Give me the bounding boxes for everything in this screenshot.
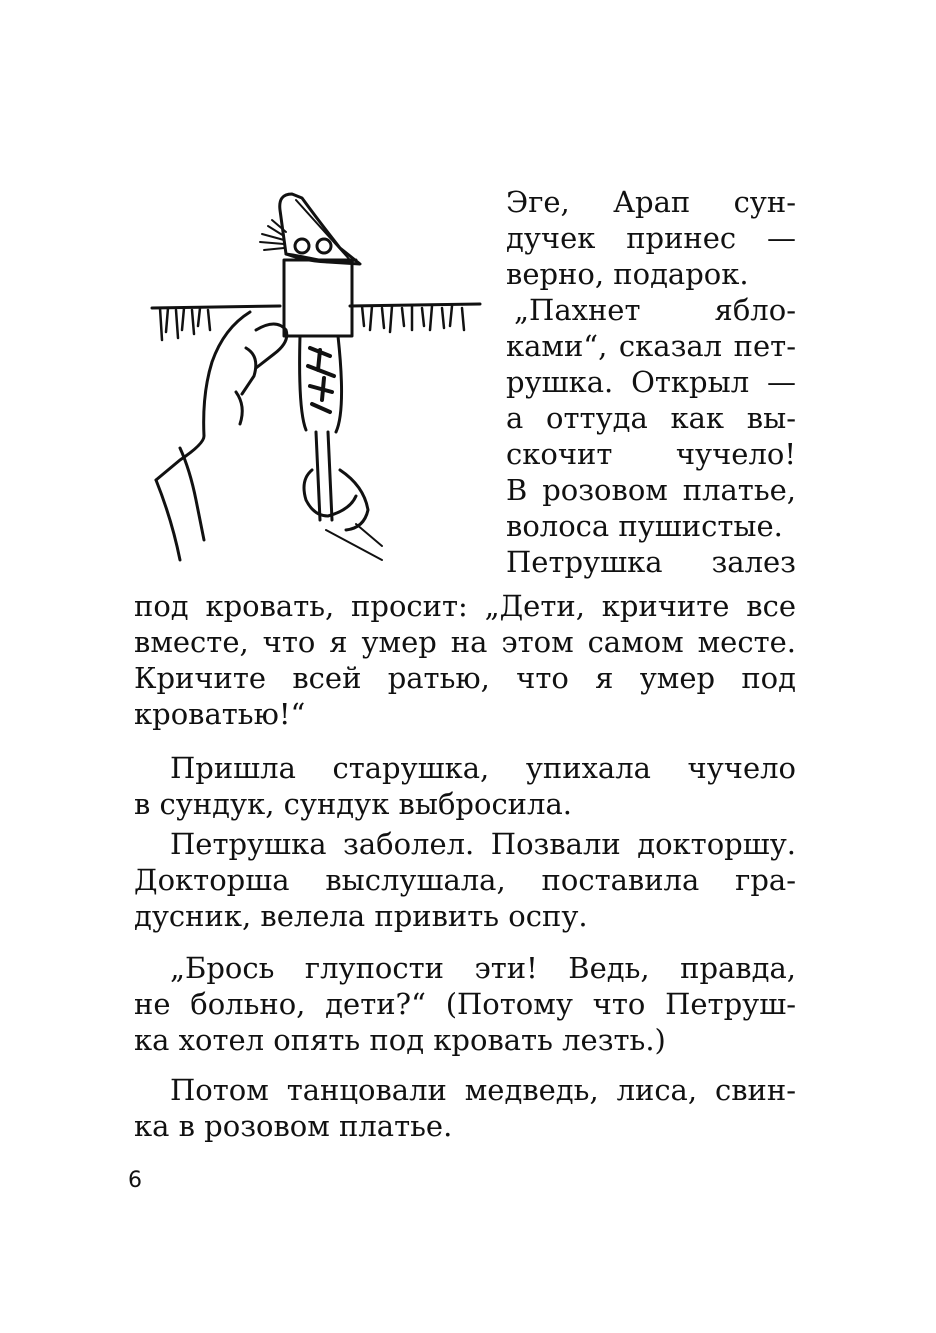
text-line: дусник, велела привить оспу. <box>134 899 588 933</box>
text-line: „Пахнет ябло- <box>514 293 796 327</box>
text-line: рушка. Открыл — <box>506 365 796 399</box>
text-line: Кричите всей ратью, что я умер под <box>134 661 796 695</box>
text-line: дучек принес — <box>506 221 796 255</box>
text-line: Петрушка заболел. Позвали докторшу. <box>170 827 796 861</box>
text-line: а оттуда как вы- <box>506 401 796 435</box>
text-line: ками“, сказал пет- <box>506 329 796 363</box>
text-line: волоса пушистые. <box>506 509 783 543</box>
text-line: В розовом платье, <box>506 473 796 507</box>
text-line: верно, подарок. <box>506 257 749 291</box>
text-line: Докторша выслушала, поставила гра- <box>134 863 796 897</box>
text-line: „Брось глупости эти! Ведь, правда, <box>170 951 796 985</box>
text-line: под кровать, просит: „Дети, кричите все <box>134 589 796 623</box>
text-line: вместе, что я умер на этом самом месте. <box>134 625 796 659</box>
page-number: 6 <box>128 1168 142 1193</box>
text-line: не больно, дети?“ (Потому что Петруш- <box>134 987 796 1021</box>
text-line: кроватью!“ <box>134 697 306 731</box>
text-line: ка в розовом платье. <box>134 1109 453 1143</box>
text-line: скочит чучело! <box>506 437 796 471</box>
text-line: Эге, Арап сун- <box>506 185 796 219</box>
text-line: Пришла старушка, упихала чучело <box>170 751 796 785</box>
text-line: в сундук, сундук выбросила. <box>134 787 572 821</box>
text-line: Потом танцовали медведь, лиса, свин- <box>170 1073 796 1107</box>
text-line: Петрушка залез <box>506 545 796 579</box>
hand-puppet-illustration <box>150 180 490 580</box>
text-line: ка хотел опять под кровать лезть.) <box>134 1023 666 1057</box>
